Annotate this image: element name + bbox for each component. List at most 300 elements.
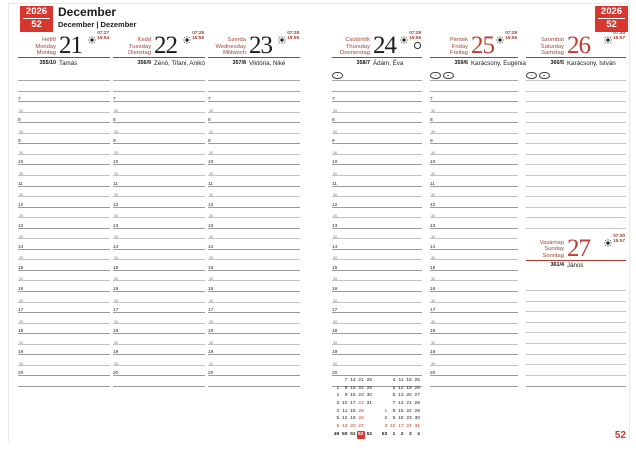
- half-hour-label: 30: [431, 235, 436, 240]
- writing-line: [332, 71, 422, 82]
- half-hour-line: [430, 102, 518, 113]
- half-hour-label: 30: [431, 298, 436, 303]
- writing-line: [526, 102, 626, 113]
- hour-line: [113, 113, 205, 124]
- hour-label: 8: [18, 118, 21, 124]
- half-hour-label: 30: [209, 361, 214, 366]
- hour-label: 18: [430, 329, 436, 335]
- half-hour-line: [113, 208, 205, 219]
- mini-cal-day: 14: [398, 401, 404, 407]
- hour-label: 15: [113, 265, 119, 271]
- sun-times: [613, 233, 625, 244]
- hour-line: [332, 366, 422, 377]
- day-header-25: [430, 30, 518, 58]
- hour-line: [430, 134, 518, 145]
- hour-line: [430, 260, 518, 271]
- hour-line: [332, 324, 422, 335]
- half-hour-label: 30: [114, 277, 119, 282]
- mini-cal-day: 24: [406, 424, 412, 430]
- mini-cal-day: [380, 377, 388, 385]
- day-number: 25: [471, 32, 494, 59]
- hour-line: [430, 176, 518, 187]
- mini-cal-day: 21: [406, 401, 412, 407]
- half-hour-line: [430, 292, 518, 303]
- mini-cal-gap: [373, 400, 380, 408]
- hour-line: [208, 155, 300, 166]
- half-hour-label: 30: [431, 319, 436, 324]
- hour-line: [113, 260, 205, 271]
- half-hour-label: 30: [431, 256, 436, 261]
- half-hour-label: 30: [333, 214, 338, 219]
- hour-line: [208, 218, 300, 229]
- hour-grid: [18, 71, 110, 377]
- half-hour-line: [18, 229, 110, 240]
- sun-icon: [400, 31, 408, 49]
- day-of-year: 355/10: [39, 59, 56, 66]
- half-hour-line: [430, 229, 518, 240]
- half-hour-label: 30: [114, 171, 119, 176]
- half-hour-line: [332, 208, 422, 219]
- half-hour-label: 30: [19, 256, 24, 261]
- half-hour-line: [208, 250, 300, 261]
- name-days: Viktória, Niké: [249, 59, 286, 67]
- day-name-stack: [332, 37, 370, 57]
- half-hour-label: 30: [333, 150, 338, 155]
- sunrise-time: 07:27: [97, 30, 109, 35]
- sun-times: [613, 30, 625, 41]
- half-hour-label: 30: [209, 298, 214, 303]
- half-hour-label: 30: [333, 256, 338, 261]
- mini-cal-week-number: 49: [333, 431, 340, 437]
- mini-calendar: [332, 377, 421, 439]
- mini-cal-week-number: 3: [409, 431, 412, 437]
- sun-times: [192, 30, 204, 41]
- day-header-22: [113, 30, 205, 58]
- hour-line: [430, 303, 518, 314]
- writing-line: [208, 71, 300, 82]
- sunrise-sunset-block: [278, 30, 300, 49]
- half-hour-line: [18, 313, 110, 324]
- half-hour-line: [208, 165, 300, 176]
- half-hour-label: 30: [333, 277, 338, 282]
- hour-line: [430, 155, 518, 166]
- writing-line: [526, 144, 626, 155]
- mini-cal-day: [365, 423, 373, 431]
- sunset-time: 15:57: [613, 35, 625, 41]
- day-of-year: 360/5: [550, 59, 564, 66]
- hour-label: 8: [332, 118, 335, 124]
- month-title: December: [58, 5, 117, 19]
- mini-cal-day: 11: [342, 408, 348, 414]
- hour-label: 14: [430, 244, 436, 250]
- year-week-box-left: [20, 6, 53, 32]
- mini-cal-week-number: 53: [381, 431, 388, 437]
- half-hour-line: [332, 144, 422, 155]
- half-hour-line: [332, 165, 422, 176]
- hour-line: [332, 176, 422, 187]
- sunset-time: 15:55: [287, 35, 299, 41]
- hour-label: 7: [430, 97, 433, 103]
- hour-label: 8: [430, 118, 433, 124]
- sun-times: [287, 30, 299, 41]
- mini-cal-week-number: 53: [366, 431, 372, 437]
- half-hour-line: [430, 165, 518, 176]
- mini-cal-day: 7: [392, 401, 396, 407]
- day-name: Monday: [35, 43, 56, 50]
- half-hour-line: [18, 355, 110, 366]
- name-days: Tamás: [59, 59, 78, 67]
- day-name-stack: [526, 37, 564, 57]
- half-hour-label: 30: [114, 193, 119, 198]
- hour-line: [18, 197, 110, 208]
- day-subrow: [526, 60, 626, 68]
- hour-line: [430, 92, 518, 103]
- mini-cal-day: 18: [350, 408, 356, 414]
- month-subtitle: December | Dezember: [58, 20, 137, 29]
- half-hour-line: [208, 208, 300, 219]
- sun-icon: [88, 31, 96, 49]
- sunrise-time: 07:29: [409, 29, 421, 35]
- hour-line: [332, 155, 422, 166]
- day-number: 27: [567, 234, 590, 262]
- half-hour-label: 30: [114, 150, 119, 155]
- writing-line: [526, 355, 626, 366]
- half-hour-label: 30: [114, 319, 119, 324]
- half-hour-label: 30: [333, 129, 338, 134]
- writing-line: [526, 197, 626, 208]
- half-hour-line: [113, 144, 205, 155]
- half-hour-label: 30: [333, 361, 338, 366]
- sunset-time: 15:55: [192, 35, 204, 41]
- half-hour-label: 30: [333, 171, 338, 176]
- hour-label: 7: [113, 97, 116, 103]
- hour-line: [208, 239, 300, 250]
- half-hour-label: 30: [209, 256, 214, 261]
- sunrise-time: 07:30: [613, 232, 625, 238]
- holiday-icons: [526, 72, 550, 80]
- mini-cal-day: [380, 400, 388, 408]
- mini-cal-day: 20: [350, 424, 356, 430]
- sun-icon: [183, 31, 191, 49]
- half-hour-label: 30: [19, 129, 24, 134]
- day-name-stack: [208, 37, 246, 57]
- writing-line: [208, 81, 300, 92]
- hour-label: 14: [113, 244, 119, 250]
- mini-cal-day: 23: [406, 416, 412, 422]
- hour-line: [18, 155, 110, 166]
- page-edge-left: [8, 4, 9, 442]
- hour-line: [208, 176, 300, 187]
- half-hour-line: [430, 144, 518, 155]
- half-hour-line: [208, 144, 300, 155]
- half-hour-label: 30: [19, 193, 24, 198]
- half-hour-line: [113, 313, 205, 324]
- mini-cal-day: 26: [414, 385, 420, 391]
- day-name: Saturday: [540, 43, 564, 50]
- saturday-lines-bottom: [526, 281, 626, 376]
- hour-line: [208, 345, 300, 356]
- writing-line: [18, 71, 110, 82]
- mini-cal-day: 28: [414, 401, 420, 407]
- writing-line: [113, 81, 205, 92]
- hour-line: [113, 345, 205, 356]
- hour-line: [18, 113, 110, 124]
- holiday-oval-icon: [526, 72, 537, 80]
- half-hour-label: 30: [19, 361, 24, 366]
- sunset-time: 15:57: [613, 238, 625, 244]
- hour-label: 18: [18, 329, 24, 335]
- sunset-time: 15:56: [409, 35, 421, 40]
- hour-line: [18, 176, 110, 187]
- day-number: 26: [567, 32, 590, 59]
- hour-line: [18, 218, 110, 229]
- day-name: Kedd: [137, 37, 151, 44]
- mini-cal-day: 9: [344, 393, 348, 399]
- column-bottom-line: [430, 386, 518, 387]
- mini-cal-day: 2: [384, 416, 388, 422]
- half-hour-label: 30: [431, 193, 436, 198]
- mini-cal-day: 19: [406, 385, 412, 391]
- half-hour-line: [430, 250, 518, 261]
- half-hour-label: 30: [114, 129, 119, 134]
- half-hour-label: 30: [333, 235, 338, 240]
- hour-label: 13: [113, 223, 119, 229]
- hour-label: 20: [430, 371, 436, 377]
- half-hour-line: [113, 292, 205, 303]
- hour-label: 19: [113, 350, 119, 356]
- half-hour-line: [113, 355, 205, 366]
- mini-cal-day: 4: [392, 378, 396, 383]
- day-name: Wednesday: [215, 43, 246, 50]
- hour-line: [208, 113, 300, 124]
- mini-cal-week-number: 51: [350, 431, 356, 437]
- day-subrow: [430, 59, 526, 68]
- half-hour-line: [332, 229, 422, 240]
- hour-grid: [113, 71, 205, 377]
- half-hour-label: 30: [209, 277, 214, 282]
- half-hour-line: [113, 187, 205, 198]
- hour-label: 10: [18, 160, 24, 166]
- hour-line: [430, 366, 518, 377]
- writing-line: [332, 81, 422, 92]
- half-hour-label: 30: [209, 108, 214, 113]
- full-moon-icon: [414, 42, 421, 49]
- hour-label: 13: [18, 223, 24, 229]
- mini-cal-day: 10: [389, 424, 396, 430]
- hour-line: [208, 92, 300, 103]
- day-subrow: [208, 60, 300, 68]
- writing-line: [526, 155, 626, 166]
- hour-line: [332, 197, 422, 208]
- hour-line: [18, 281, 110, 292]
- writing-line: [526, 165, 626, 176]
- day-header-26: [526, 30, 626, 58]
- day-of-year: 361/4: [550, 262, 564, 269]
- half-hour-label: 30: [114, 108, 119, 113]
- day-name: Donnerstag: [340, 49, 370, 56]
- hour-label: 8: [208, 118, 211, 124]
- mini-cal-day: 6: [392, 393, 396, 399]
- hour-label: 9: [208, 139, 211, 145]
- hour-label: 11: [113, 181, 118, 187]
- name-days: Ádám, Éva: [373, 59, 404, 67]
- hour-line: [430, 197, 518, 208]
- mini-cal-gap: [373, 431, 380, 439]
- sun-times: [409, 30, 421, 49]
- mini-cal-day: 23: [358, 393, 364, 399]
- half-hour-label: 30: [209, 193, 214, 198]
- day-number: 23: [249, 32, 272, 59]
- sunrise-sunset-block: [604, 233, 626, 252]
- half-hour-label: 30: [431, 129, 436, 134]
- hour-label: 9: [18, 139, 21, 145]
- half-hour-label: 30: [209, 171, 214, 176]
- half-hour-line: [430, 208, 518, 219]
- half-hour-label: 30: [19, 150, 24, 155]
- hour-line: [208, 134, 300, 145]
- day-name: Tuesday: [128, 43, 151, 50]
- mini-cal-day: 25: [414, 378, 420, 383]
- half-hour-line: [208, 292, 300, 303]
- hour-label: 9: [113, 139, 116, 145]
- writing-line: [526, 218, 626, 229]
- day-header-27: [526, 233, 626, 261]
- holiday-icons: [430, 72, 454, 80]
- holiday-oval-icon: [539, 72, 550, 80]
- holiday-oval-icon: [332, 72, 343, 80]
- writing-line: [526, 333, 626, 344]
- day-column-25: [430, 30, 526, 387]
- hour-label: 20: [332, 371, 338, 377]
- hour-label: 15: [332, 265, 338, 271]
- day-name: Szombat: [541, 37, 564, 44]
- day-name: Mittwoch: [223, 49, 246, 56]
- half-hour-label: 30: [114, 214, 119, 219]
- writing-line: [18, 81, 110, 92]
- sunrise-sunset-block: [88, 30, 110, 49]
- mini-cal-day: 21: [358, 378, 364, 383]
- hour-label: 14: [332, 244, 338, 250]
- half-hour-label: 30: [431, 361, 436, 366]
- year-week-box-right: [595, 6, 628, 32]
- sun-icon: [496, 31, 504, 49]
- hour-label: 7: [208, 97, 211, 103]
- mini-cal-day: 16: [398, 416, 404, 422]
- writing-line: [526, 113, 626, 124]
- day-of-year: 358/7: [356, 59, 370, 66]
- mini-cal-gap: [373, 392, 380, 400]
- mini-cal-day: 3: [336, 401, 340, 407]
- day-name: Csütörtök: [345, 37, 370, 44]
- writing-line: [526, 123, 626, 134]
- hour-line: [18, 239, 110, 250]
- half-hour-label: 30: [333, 193, 338, 198]
- half-hour-line: [18, 123, 110, 134]
- column-bottom-line: [18, 386, 110, 387]
- mini-cal-day: 10: [342, 401, 348, 407]
- half-hour-line: [113, 102, 205, 113]
- mini-cal-day: 13: [342, 424, 348, 430]
- year-label: 2026: [25, 6, 48, 17]
- day-subrow: [113, 60, 205, 68]
- page-edge-top: [8, 3, 629, 4]
- mini-cal-week-number: 1: [392, 431, 396, 437]
- day-name: Montag: [36, 49, 56, 56]
- hour-label: 20: [113, 371, 119, 377]
- hour-line: [113, 239, 205, 250]
- hour-line: [113, 366, 205, 377]
- half-hour-label: 30: [333, 108, 338, 113]
- mini-cal-day: [365, 408, 373, 416]
- day-name: Samstag: [541, 49, 564, 56]
- hour-label: 7: [18, 97, 21, 103]
- hour-label: 8: [113, 118, 116, 124]
- hour-line: [113, 134, 205, 145]
- hour-grid: [208, 71, 300, 377]
- hour-label: 12: [18, 202, 24, 208]
- mini-cal-day: 2: [336, 393, 340, 399]
- day-name: Vasárnap: [539, 240, 564, 247]
- half-hour-line: [208, 334, 300, 345]
- mini-cal-day: 19: [350, 416, 356, 422]
- page-edge-right: [629, 4, 630, 442]
- hour-label: 17: [113, 308, 119, 314]
- half-hour-label: 30: [209, 319, 214, 324]
- writing-line: [526, 302, 626, 313]
- hour-label: 16: [208, 286, 214, 292]
- mini-cal-day: 4: [336, 408, 340, 414]
- half-hour-line: [18, 102, 110, 113]
- hour-grid: [430, 71, 518, 377]
- half-hour-line: [430, 355, 518, 366]
- day-column-24: [332, 30, 422, 387]
- half-hour-line: [430, 334, 518, 345]
- mini-cal-day: 20: [406, 393, 412, 399]
- mini-cal-day: 24: [358, 401, 364, 407]
- half-hour-line: [113, 123, 205, 134]
- half-hour-label: 30: [209, 235, 214, 240]
- mini-cal-day: 30: [366, 393, 372, 399]
- mini-cal-week-number: 2: [400, 431, 404, 437]
- mini-cal-day: 6: [336, 424, 340, 430]
- mini-cal-gap: [373, 408, 380, 416]
- hour-line: [18, 303, 110, 314]
- mini-cal-gap: [373, 415, 380, 423]
- name-days: János: [567, 262, 584, 270]
- mini-cal-day: 12: [342, 416, 348, 422]
- day-name: Szerda: [227, 37, 246, 44]
- half-hour-line: [332, 250, 422, 261]
- hour-line: [430, 218, 518, 229]
- column-bottom-line: [526, 386, 626, 387]
- half-hour-label: 30: [209, 340, 214, 345]
- half-hour-line: [208, 102, 300, 113]
- half-hour-label: 30: [431, 150, 436, 155]
- hour-line: [18, 134, 110, 145]
- sun-icon: [604, 234, 612, 252]
- sunrise-sunset-block: [604, 30, 626, 49]
- hour-label: 10: [332, 160, 338, 166]
- day-name: Sunday: [544, 246, 564, 253]
- hour-line: [208, 303, 300, 314]
- writing-line: [430, 81, 518, 92]
- half-hour-label: 30: [431, 277, 436, 282]
- day-name-stack: [18, 37, 56, 57]
- column-bottom-line: [208, 386, 300, 387]
- day-name-stack: [526, 240, 564, 260]
- half-hour-label: 30: [19, 108, 24, 113]
- day-name: Sonntag: [542, 252, 564, 259]
